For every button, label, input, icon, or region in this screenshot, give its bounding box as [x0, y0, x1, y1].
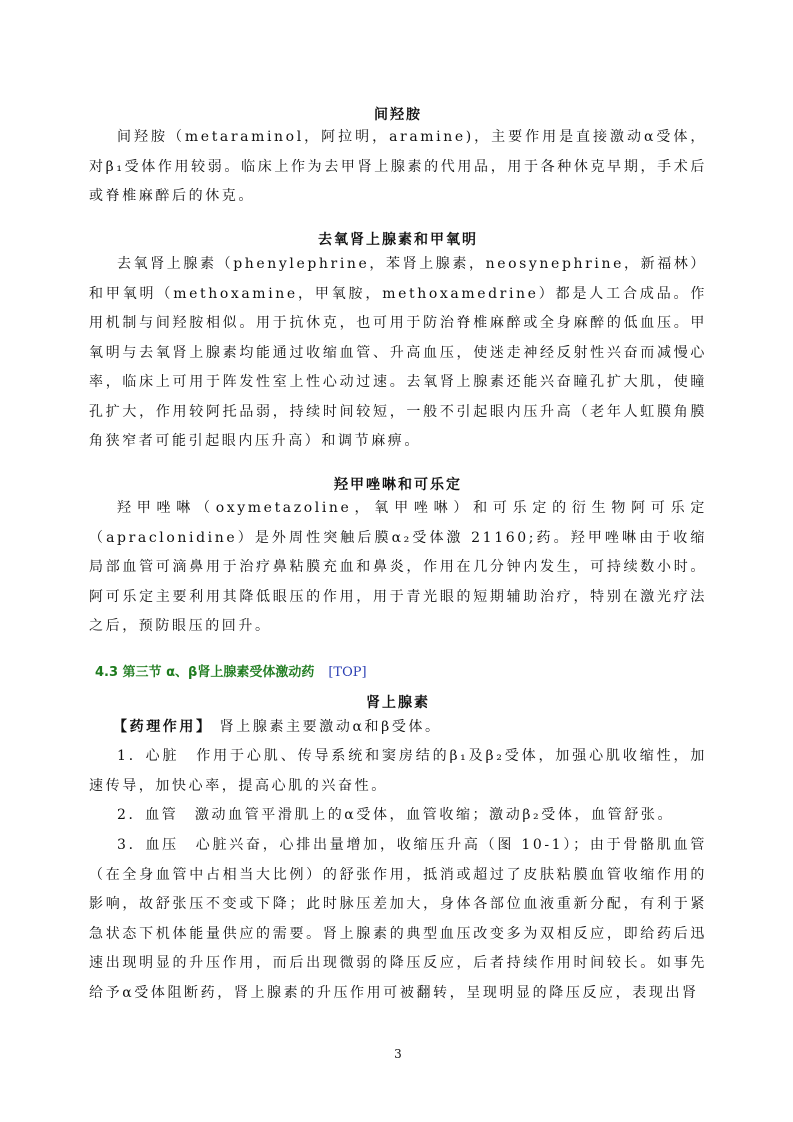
heading-phenylephrine: 去氧肾上腺素和甲氧明 [318, 232, 478, 248]
pharm-action-line [113, 713, 707, 743]
paragraph-phenylephrine: 去氧肾上腺素（phenylephrine，苯肾上腺素，neosynephrine，新福林）和甲氧明（methoxamine，甲氧胺，methoxamedrine）都是人工合成品。作用机制与间羟胺相似。用于抗休克，也可用于防治脊椎麻醉或全身麻醉的低血压。甲氧明与去氧肾上腺素均能通过收缩血管、升高血压，使迷走神经反射性兴奋而减慢心率，临床上可用于阵发性室上性心动过速。去氧肾上腺素还能兴奋瞳孔扩大肌，使瞳孔扩大，作用较阿托品弱，持续时间较短，一般不引起眼内压升高（老年人虹膜角膜角狭窄者可能引起眼内压升高）和调节麻痹。 [89, 256, 707, 449]
paragraph-blood-pressure: 3．血压 心脏兴奋，心排出量增加，收缩压升高（图 10-1）；由于骨骼肌血管（在全身血管中占相当大比例）的舒张作用，抵消或超过了皮肤粘膜血管收缩作用的影响，故舒张压不变或下降；此时脉压差加大，身体各部位血液重新分配，有利于紧急状态下机体能量供应的需要。肾上腺素的典型血压改变多为双相反应，即给药后迅速出现明显的升压作用，而后出现微弱的降压反应，后者持续作用时间较长。如事先给予α受体阻断药，肾上腺素的升压作用可被翻转，呈现明显的降压反应，表现出肾 [89, 837, 707, 1001]
pharm-action-label: 【药理作用】 [113, 719, 213, 735]
paragraph-vessels: 2．血管 激动血管平滑肌上的α受体，血管收缩；激动β₂受体，血管舒张。 [117, 807, 675, 823]
top-link[interactable]: [TOP] [328, 665, 367, 680]
paragraph-oxymetazoline: 羟甲唑啉（oxymetazoline，氧甲唑啉）和可乐定的衍生物阿可乐定（apraclonidine）是外周性突触后膜α₂受体激 21160;药。羟甲唑啉由于收缩局部血管可滴鼻用于治疗鼻粘膜充血和鼻炎，作用在几分钟内发生，可持续数小时。阿可乐定主要利用其降低眼压的作用，用于青光眼的短期辅助治疗，特别在激光疗法之后，预防眼压的回升。 [89, 500, 707, 634]
paragraph-metaraminol: 间羟胺（metaraminol，阿拉明，aramine)，主要作用是直接激动α受体，对β₁受体作用较弱。临床上作为去甲肾上腺素的代用品，用于各种休克早期，手术后或脊椎麻醉后的休克。 [89, 129, 707, 204]
page-number: 3 [394, 1047, 402, 1061]
section-heading [95, 661, 367, 680]
heading-adrenaline: 肾上腺素 [366, 695, 430, 711]
paragraph-heart: 1．心脏 作用于心肌、传导系统和窦房结的β₁及β₂受体，加强心肌收缩性，加速传导，加快心率，提高心肌的兴奋性。 [89, 748, 707, 794]
heading-oxymetazoline: 羟甲唑啉和可乐定 [334, 477, 462, 493]
heading-metaraminol: 间羟胺 [374, 107, 422, 123]
pharm-action-text: 肾上腺素主要激动α和β受体。 [219, 719, 442, 735]
section-heading-label: 4.3 第三节 α、β肾上腺素受体激动药 [95, 665, 315, 680]
